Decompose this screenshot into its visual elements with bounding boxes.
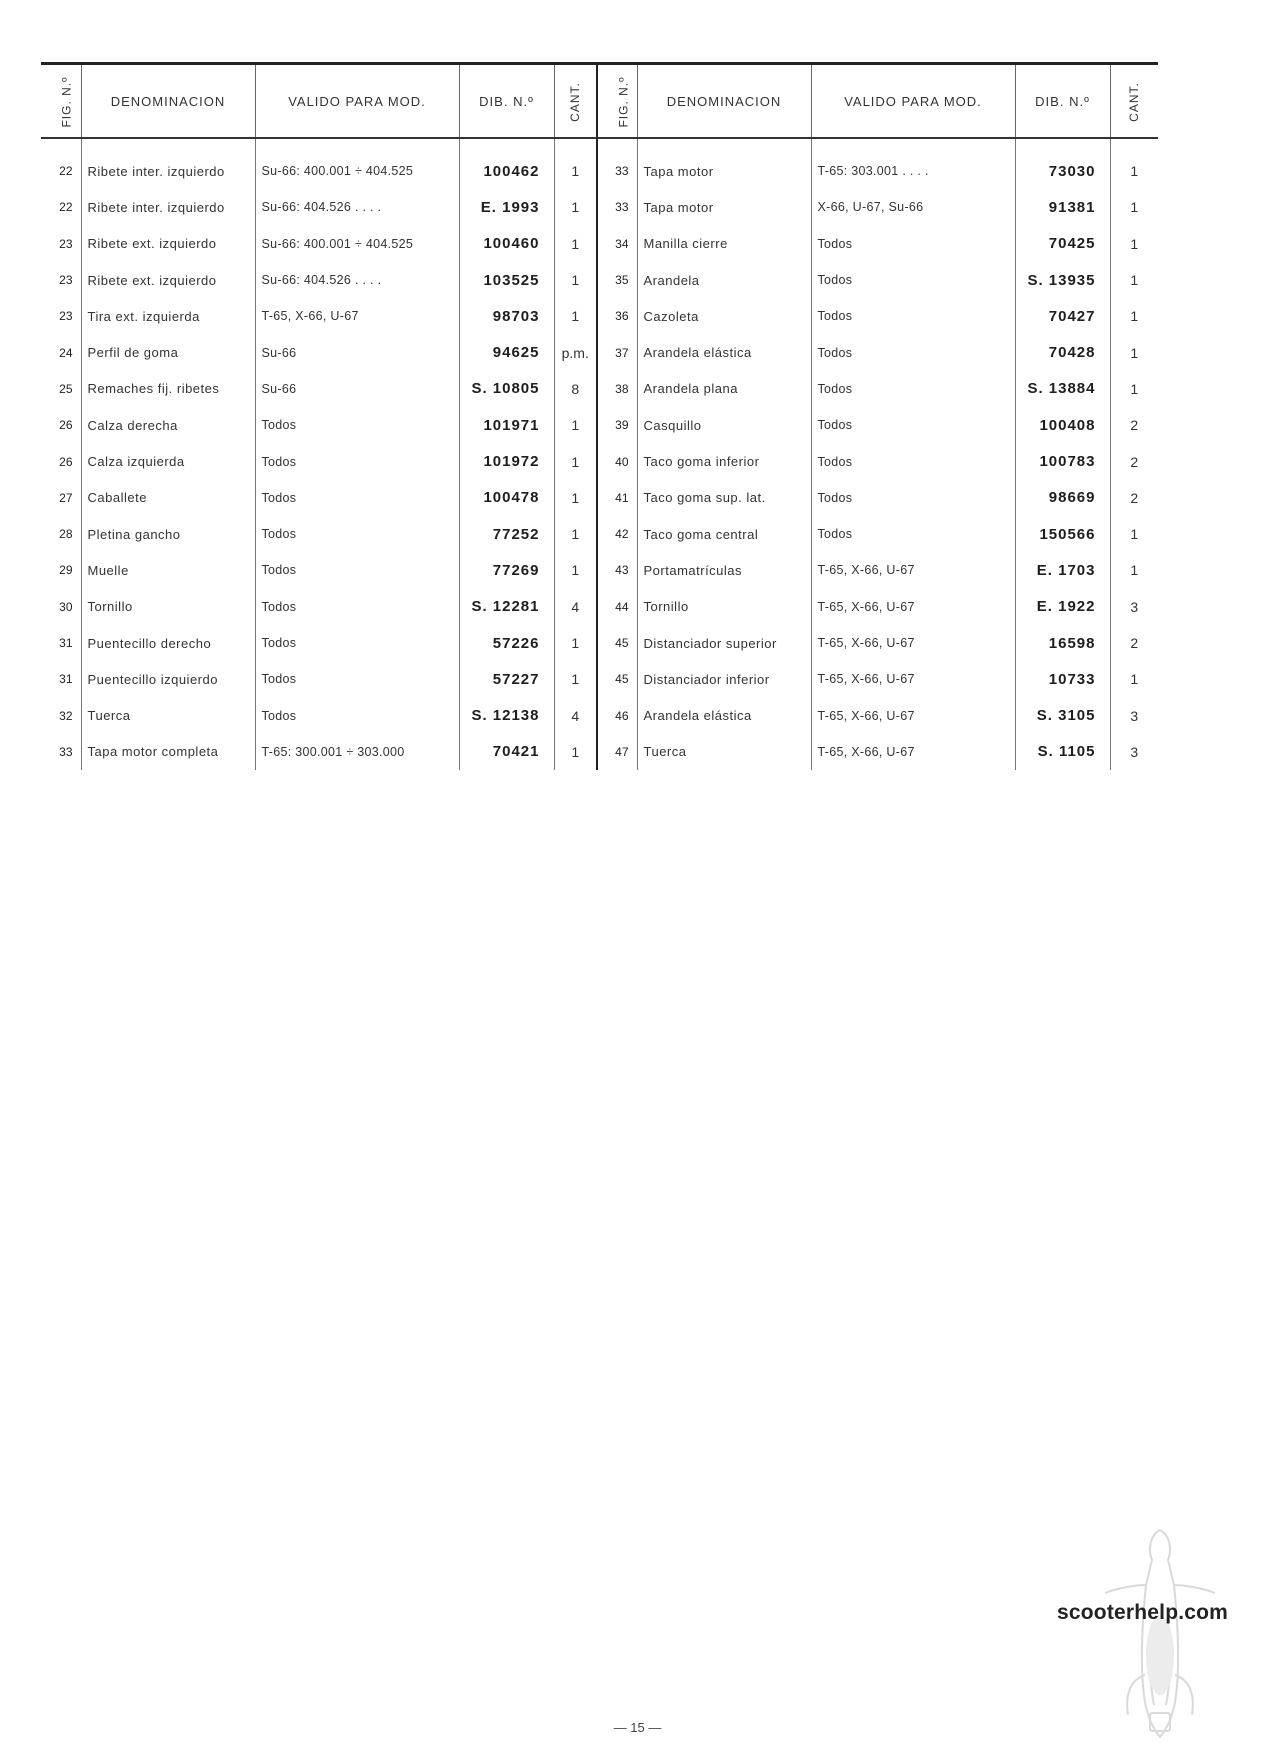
right-valid-cell: X-66, U-67, Su-66 bbox=[811, 189, 1015, 225]
right-name-cell: Tornillo bbox=[637, 589, 811, 625]
left-fig-cell: 27 bbox=[59, 490, 73, 505]
left-fig-cell: 28 bbox=[59, 527, 73, 542]
right-cant-cell: 3 bbox=[1110, 589, 1158, 625]
left-fig-cell: 29 bbox=[59, 563, 73, 578]
spacer-row bbox=[41, 138, 1158, 153]
left-dib-cell: 70421 bbox=[459, 734, 554, 770]
right-valid-cell: Todos bbox=[811, 407, 1015, 443]
left-dib-cell: E. 1993 bbox=[459, 189, 554, 225]
right-cant-cell: 1 bbox=[1110, 262, 1158, 298]
header-row bbox=[41, 64, 1158, 139]
parts-table bbox=[41, 62, 1158, 770]
table-row bbox=[41, 189, 1158, 225]
right-fig-cell: 47 bbox=[597, 734, 637, 770]
left-valid-cell: Su-66: 404.526 . . . . bbox=[255, 262, 459, 298]
left-dib-cell: 103525 bbox=[459, 262, 554, 298]
left-cant-cell: 1 bbox=[554, 153, 597, 189]
right-valid-cell: Todos bbox=[811, 480, 1015, 516]
right-dib-cell: 98669 bbox=[1015, 480, 1110, 516]
left-fig-cell: 31 bbox=[59, 636, 73, 650]
right-dib-cell: 70428 bbox=[1015, 334, 1110, 370]
right-cant-cell: 1 bbox=[1110, 516, 1158, 552]
right-fig-cell: 41 bbox=[597, 480, 637, 516]
right-valid-cell: Todos bbox=[811, 226, 1015, 262]
table-row bbox=[41, 552, 1158, 588]
right-dib-cell: S. 3105 bbox=[1015, 697, 1110, 733]
right-fig-cell: 37 bbox=[597, 334, 637, 370]
right-dib-cell: 100783 bbox=[1015, 443, 1110, 479]
left-name-cell: Calza derecha bbox=[81, 407, 255, 443]
watermark-text: scooterhelp.com bbox=[1057, 1601, 1229, 1624]
left-fig-cell: 23 bbox=[59, 309, 73, 324]
left-cant-cell: 1 bbox=[554, 262, 597, 298]
left-dib-cell: S. 12281 bbox=[459, 589, 554, 625]
header-dib: DIB. N.º bbox=[459, 64, 554, 139]
left-dib-cell: S. 10805 bbox=[459, 371, 554, 407]
right-name-cell: Tuerca bbox=[637, 734, 811, 770]
right-valid-cell: Todos bbox=[811, 443, 1015, 479]
right-valid-cell: T-65, X-66, U-67 bbox=[811, 589, 1015, 625]
right-fig-cell: 36 bbox=[597, 298, 637, 334]
table-row bbox=[41, 516, 1158, 552]
left-valid-cell: Todos bbox=[255, 625, 459, 661]
right-fig-cell: 45 bbox=[597, 661, 637, 697]
left-fig-cell: 32 bbox=[59, 708, 73, 723]
table-row bbox=[41, 334, 1158, 370]
left-dib-cell: 77252 bbox=[459, 516, 554, 552]
left-dib-cell: S. 12138 bbox=[459, 697, 554, 733]
left-valid-cell: Su-66: 400.001 ÷ 404.525 bbox=[255, 226, 459, 262]
left-name-cell: Ribete inter. izquierdo bbox=[81, 189, 255, 225]
left-valid-cell: Todos bbox=[255, 480, 459, 516]
left-cant-cell: 1 bbox=[554, 226, 597, 262]
right-cant-cell: 2 bbox=[1110, 480, 1158, 516]
left-valid-cell: Todos bbox=[255, 516, 459, 552]
left-fig-cell: 22 bbox=[59, 164, 73, 179]
table-row bbox=[41, 697, 1158, 733]
left-fig-cell: 30 bbox=[59, 599, 73, 614]
table-body bbox=[41, 138, 1158, 770]
right-valid-cell: T-65, X-66, U-67 bbox=[811, 552, 1015, 588]
left-valid-cell: Todos bbox=[255, 661, 459, 697]
right-name-cell: Taco goma sup. lat. bbox=[637, 480, 811, 516]
left-cant-cell: p.m. bbox=[554, 334, 597, 370]
left-cant-cell: 1 bbox=[554, 734, 597, 770]
right-name-cell: Tapa motor bbox=[637, 189, 811, 225]
right-name-cell: Taco goma central bbox=[637, 516, 811, 552]
left-dib-cell: 77269 bbox=[459, 552, 554, 588]
right-fig-cell: 44 bbox=[597, 589, 637, 625]
left-fig-cell: 26 bbox=[59, 418, 73, 433]
left-valid-cell: Su-66: 400.001 ÷ 404.525 bbox=[255, 153, 459, 189]
left-name-cell: Ribete ext. izquierdo bbox=[81, 226, 255, 262]
right-valid-cell: Todos bbox=[811, 371, 1015, 407]
left-cant-cell: 1 bbox=[554, 443, 597, 479]
header-valido-right: VALIDO PARA MOD. bbox=[811, 64, 1015, 139]
right-fig-cell: 33 bbox=[597, 189, 637, 225]
left-name-cell: Caballete bbox=[81, 480, 255, 516]
left-dib-cell: 101972 bbox=[459, 443, 554, 479]
left-cant-cell: 1 bbox=[554, 552, 597, 588]
right-cant-cell: 1 bbox=[1110, 298, 1158, 334]
right-dib-cell: 91381 bbox=[1015, 189, 1110, 225]
page-number: — 15 — bbox=[613, 1720, 662, 1735]
left-name-cell: Tornillo bbox=[81, 589, 255, 625]
table-row bbox=[41, 407, 1158, 443]
left-fig-cell: 26 bbox=[59, 454, 73, 469]
header-fig: FIG. N.º bbox=[41, 64, 81, 139]
left-name-cell: Puentecillo izquierdo bbox=[81, 661, 255, 697]
right-fig-cell: 46 bbox=[597, 697, 637, 733]
left-valid-cell: Su-66 bbox=[255, 334, 459, 370]
right-name-cell: Distanciador superior bbox=[637, 625, 811, 661]
left-cant-cell: 1 bbox=[554, 625, 597, 661]
right-cant-cell: 2 bbox=[1110, 625, 1158, 661]
right-cant-cell: 2 bbox=[1110, 443, 1158, 479]
left-cant-cell: 1 bbox=[554, 516, 597, 552]
left-fig-cell: 23 bbox=[59, 236, 73, 251]
header-cant-right: CANT. bbox=[1110, 64, 1158, 139]
right-cant-cell: 3 bbox=[1110, 697, 1158, 733]
table-row bbox=[41, 625, 1158, 661]
right-cant-cell: 1 bbox=[1110, 334, 1158, 370]
left-cant-cell: 8 bbox=[554, 371, 597, 407]
table-row bbox=[41, 661, 1158, 697]
left-valid-cell: Su-66 bbox=[255, 371, 459, 407]
left-cant-cell: 1 bbox=[554, 298, 597, 334]
left-valid-cell: T-65: 300.001 ÷ 303.000 bbox=[255, 734, 459, 770]
table-row bbox=[41, 443, 1158, 479]
left-valid-cell: Todos bbox=[255, 552, 459, 588]
right-name-cell: Arandela elástica bbox=[637, 334, 811, 370]
right-name-cell: Portamatrículas bbox=[637, 552, 811, 588]
left-fig-cell: 25 bbox=[59, 381, 73, 396]
right-dib-cell: 150566 bbox=[1015, 516, 1110, 552]
left-cant-cell: 1 bbox=[554, 661, 597, 697]
right-name-cell: Taco goma inferior bbox=[637, 443, 811, 479]
right-name-cell: Arandela plana bbox=[637, 371, 811, 407]
left-dib-cell: 57226 bbox=[459, 625, 554, 661]
right-cant-cell: 1 bbox=[1110, 661, 1158, 697]
left-valid-cell: Su-66: 404.526 . . . . bbox=[255, 189, 459, 225]
left-dib-cell: 100462 bbox=[459, 153, 554, 189]
left-valid-cell: Todos bbox=[255, 443, 459, 479]
left-name-cell: Ribete ext. izquierdo bbox=[81, 262, 255, 298]
left-cant-cell: 1 bbox=[554, 407, 597, 443]
table-row bbox=[41, 371, 1158, 407]
table-row bbox=[41, 480, 1158, 516]
right-dib-cell: 73030 bbox=[1015, 153, 1110, 189]
right-valid-cell: Todos bbox=[811, 298, 1015, 334]
right-cant-cell: 1 bbox=[1110, 371, 1158, 407]
left-dib-cell: 98703 bbox=[459, 298, 554, 334]
left-dib-cell: 101971 bbox=[459, 407, 554, 443]
right-name-cell: Manilla cierre bbox=[637, 226, 811, 262]
right-cant-cell: 3 bbox=[1110, 734, 1158, 770]
left-name-cell: Pletina gancho bbox=[81, 516, 255, 552]
right-valid-cell: T-65, X-66, U-67 bbox=[811, 697, 1015, 733]
left-name-cell: Remaches fij. ribetes bbox=[81, 371, 255, 407]
right-name-cell: Distanciador inferior bbox=[637, 661, 811, 697]
right-dib-cell: 70427 bbox=[1015, 298, 1110, 334]
header-fig-right: FIG. N.º bbox=[597, 64, 637, 139]
left-fig-cell: 22 bbox=[59, 200, 73, 215]
table-row bbox=[41, 153, 1158, 189]
header-denominacion-right: DENOMINACION bbox=[637, 64, 811, 139]
right-valid-cell: Todos bbox=[811, 334, 1015, 370]
right-valid-cell: Todos bbox=[811, 516, 1015, 552]
table-row bbox=[41, 226, 1158, 262]
right-fig-cell: 33 bbox=[597, 153, 637, 189]
left-cant-cell: 4 bbox=[554, 697, 597, 733]
right-dib-cell: 70425 bbox=[1015, 226, 1110, 262]
right-fig-cell: 43 bbox=[597, 552, 637, 588]
header-cant: CANT. bbox=[554, 64, 597, 139]
left-cant-cell: 1 bbox=[554, 480, 597, 516]
left-valid-cell: Todos bbox=[255, 407, 459, 443]
header-dib-right: DIB. N.º bbox=[1015, 64, 1110, 139]
left-fig-cell: 31 bbox=[59, 672, 73, 687]
right-name-cell: Tapa motor bbox=[637, 153, 811, 189]
right-name-cell: Casquillo bbox=[637, 407, 811, 443]
right-name-cell: Cazoleta bbox=[637, 298, 811, 334]
right-fig-cell: 39 bbox=[597, 407, 637, 443]
right-valid-cell: T-65, X-66, U-67 bbox=[811, 734, 1015, 770]
right-fig-cell: 45 bbox=[597, 625, 637, 661]
right-cant-cell: 1 bbox=[1110, 226, 1158, 262]
right-dib-cell: E. 1922 bbox=[1015, 589, 1110, 625]
right-dib-cell: 16598 bbox=[1015, 625, 1110, 661]
right-dib-cell: E. 1703 bbox=[1015, 552, 1110, 588]
left-fig-cell: 24 bbox=[59, 345, 73, 360]
scooter-icon bbox=[1050, 1525, 1275, 1745]
right-name-cell: Arandela bbox=[637, 262, 811, 298]
left-valid-cell: Todos bbox=[255, 589, 459, 625]
left-dib-cell: 94625 bbox=[459, 334, 554, 370]
left-dib-cell: 100460 bbox=[459, 226, 554, 262]
table-row bbox=[41, 298, 1158, 334]
left-name-cell: Tapa motor completa bbox=[81, 734, 255, 770]
header-valido: VALIDO PARA MOD. bbox=[255, 64, 459, 139]
right-valid-cell: T-65, X-66, U-67 bbox=[811, 625, 1015, 661]
left-valid-cell: Todos bbox=[255, 697, 459, 733]
right-cant-cell: 1 bbox=[1110, 189, 1158, 225]
right-fig-cell: 34 bbox=[597, 226, 637, 262]
left-name-cell: Ribete inter. izquierdo bbox=[81, 153, 255, 189]
table-row bbox=[41, 734, 1158, 770]
left-fig-cell: 23 bbox=[59, 273, 73, 288]
right-dib-cell: S. 1105 bbox=[1015, 734, 1110, 770]
left-name-cell: Calza izquierda bbox=[81, 443, 255, 479]
right-valid-cell: T-65: 303.001 . . . . bbox=[811, 153, 1015, 189]
right-dib-cell: 10733 bbox=[1015, 661, 1110, 697]
right-name-cell: Arandela elástica bbox=[637, 697, 811, 733]
right-fig-cell: 42 bbox=[597, 516, 637, 552]
left-cant-cell: 4 bbox=[554, 589, 597, 625]
left-dib-cell: 100478 bbox=[459, 480, 554, 516]
right-valid-cell: T-65, X-66, U-67 bbox=[811, 661, 1015, 697]
left-name-cell: Puentecillo derecho bbox=[81, 625, 255, 661]
right-fig-cell: 40 bbox=[597, 443, 637, 479]
left-fig-cell: 33 bbox=[59, 744, 73, 759]
left-name-cell: Tuerca bbox=[81, 697, 255, 733]
table-row bbox=[41, 589, 1158, 625]
right-valid-cell: Todos bbox=[811, 262, 1015, 298]
left-name-cell: Perfil de goma bbox=[81, 334, 255, 370]
right-cant-cell: 2 bbox=[1110, 407, 1158, 443]
left-dib-cell: 57227 bbox=[459, 661, 554, 697]
right-dib-cell: 100408 bbox=[1015, 407, 1110, 443]
right-cant-cell: 1 bbox=[1110, 552, 1158, 588]
right-dib-cell: S. 13935 bbox=[1015, 262, 1110, 298]
right-cant-cell: 1 bbox=[1110, 153, 1158, 189]
right-dib-cell: S. 13884 bbox=[1015, 371, 1110, 407]
header-denominacion: DENOMINACION bbox=[81, 64, 255, 139]
left-name-cell: Muelle bbox=[81, 552, 255, 588]
right-fig-cell: 35 bbox=[597, 262, 637, 298]
left-cant-cell: 1 bbox=[554, 189, 597, 225]
left-valid-cell: T-65, X-66, U-67 bbox=[255, 298, 459, 334]
right-fig-cell: 38 bbox=[597, 371, 637, 407]
table-row bbox=[41, 262, 1158, 298]
left-name-cell: Tira ext. izquierda bbox=[81, 298, 255, 334]
